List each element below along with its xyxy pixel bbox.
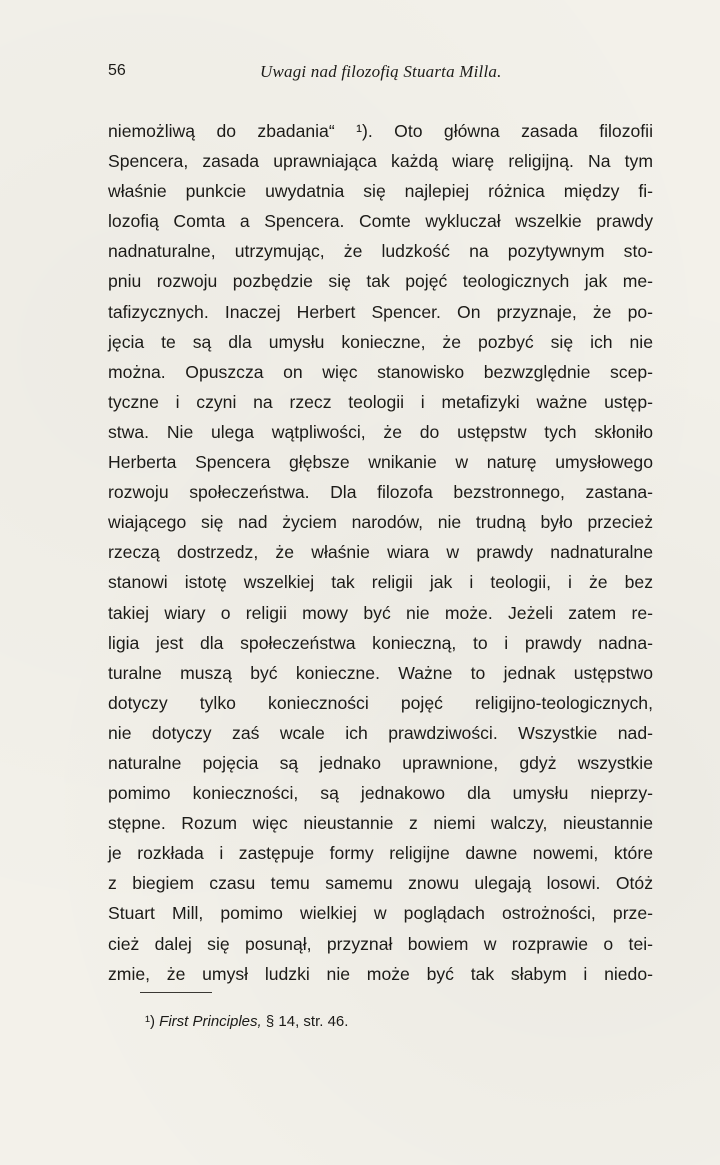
text-line: można. Opuszcza on więc stanowisko bezwzględnie scep- xyxy=(108,361,653,382)
text-line: z biegiem czasu temu samemu znowu ulegają losowi. Otóż xyxy=(108,873,653,894)
text-line: tyczne i czyni na rzecz teologii i metafizyki ważne ustęp- xyxy=(108,391,653,412)
footnote-divider xyxy=(140,992,212,993)
text-line: tafizycznych. Inaczej Herbert Spencer. On przyznaje, że po- xyxy=(108,301,653,322)
text-line: niemożliwą do zbadania“ ¹). Oto główna zasada filozofii xyxy=(108,121,653,141)
footnote xyxy=(145,1013,348,1030)
text-line: lozofią Comta a Spencera. Comte wykluczał wszelkie prawdy xyxy=(108,211,653,232)
footnote-reference-title: First Principles, xyxy=(159,1013,262,1030)
text-line: rzeczą dostrzedz, że właśnie wiara w prawdy nadnaturalne xyxy=(108,542,653,563)
text-line: rozwoju społeczeństwa. Dla filozofa bezstronnego, zastana- xyxy=(108,482,653,503)
running-title: Uwagi nad filozofią Stuarta Milla. xyxy=(260,62,502,81)
text-line: stwa. Nie ulega wątpliwości, że do ustępstw tych skłoniło xyxy=(108,421,653,442)
text-line: zmie, że umysł ludzki nie może być tak słabym i niedo- xyxy=(108,963,653,984)
text-line: jęcia te są dla umysłu konieczne, że pozbyć się ich nie xyxy=(108,331,653,352)
text-line: turalne muszą być konieczne. Ważne to jednak ustępstwo xyxy=(108,662,653,683)
footnote-location: § 14, str. 46. xyxy=(265,1013,349,1030)
text-line: nie dotyczy zaś wcale ich prawdziwości. Wszystkie nad- xyxy=(108,722,653,743)
text-line: Spencera, zasada uprawniająca każdą wiarę religijną. Na tym xyxy=(108,151,653,172)
page-header xyxy=(108,62,653,90)
text-line: je rozkłada i zastępuje formy religijne dawne nowemi, które xyxy=(108,843,653,864)
text-line: takiej wiary o religii mowy być nie może. Jeżeli zatem re- xyxy=(108,602,653,623)
body-text xyxy=(108,116,653,989)
text-line: nadnaturalne, utrzymując, że ludzkość na pozytywnym sto- xyxy=(108,241,653,262)
footnote-marker: ¹) xyxy=(145,1013,155,1030)
text-line: dotyczy tylko konieczności pojęć religijno-teologicznych, xyxy=(108,692,653,713)
text-line: stępne. Rozum więc nieustannie z niemi walczy, nieustannie xyxy=(108,813,653,834)
text-line: stanowi istotę wszelkiej tak religii jak i teologii, i że bez xyxy=(108,572,653,593)
text-line: naturalne pojęcia są jednako uprawnione, gdyż wszystkie xyxy=(108,752,653,773)
text-line: Herberta Spencera głębsze wnikanie w naturę umysłowego xyxy=(108,452,653,473)
text-line: cież dalej się posunął, przyznał bowiem w rozprawie o tei- xyxy=(108,933,653,954)
text-line: pomimo konieczności, są jednakowo dla umysłu nieprzy- xyxy=(108,783,653,804)
text-line: właśnie punkcie uwydatnia się najlepiej różnica między fi- xyxy=(108,181,653,202)
text-line: ligia jest dla społeczeństwa konieczną, to i prawdy nadna- xyxy=(108,632,653,653)
text-line: wiającego się nad życiem narodów, nie trudną było przecież xyxy=(108,512,653,533)
text-line: Stuart Mill, pomimo wielkiej w poglądach ostrożności, prze- xyxy=(108,903,653,924)
page-number: 56 xyxy=(108,62,126,79)
text-line: pniu rozwoju pozbędzie się tak pojęć teologicznych jak me- xyxy=(108,271,653,292)
